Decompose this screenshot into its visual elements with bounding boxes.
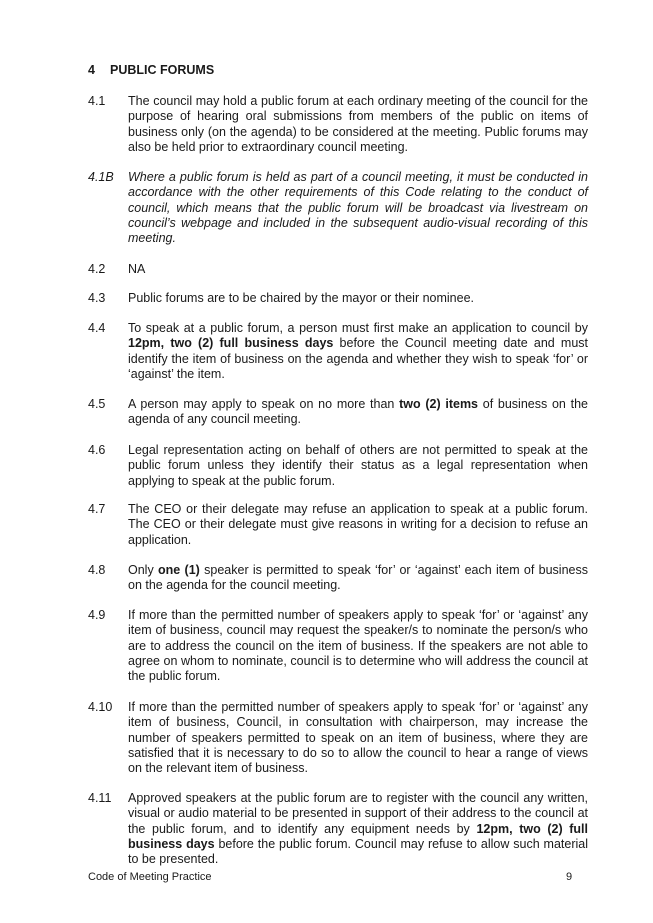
bold-text: one (1) — [158, 563, 200, 577]
clause-4-4 — [88, 321, 588, 382]
text-run: The council may hold a public forum at each ordinary meeting of the council for the purpose of hearing oral submissions from members of the public on items of business only (on the agenda) to be considered at the meeting. Public forums may also be held prior to extraordinary council meeting. — [128, 94, 588, 154]
clause-text — [128, 321, 588, 382]
text-run: Where a public forum is held as part of a council meeting, it must be conducted in accordance with the other requirements of this Code relating to the conduct of council, which means that the public forum will be broadcast via livestream on council’s webpage and included in the subsequent audio-visual recording of this meeting. — [128, 170, 588, 246]
clause-number: 4.9 — [88, 608, 106, 622]
section-title: PUBLIC FORUMS — [110, 63, 215, 77]
clause-number: 4.3 — [88, 291, 106, 305]
text-run: A person may apply to speak on no more than — [128, 397, 400, 411]
clause-number: 4.1B — [88, 170, 114, 184]
bold-text: 12pm, two (2) full business days — [128, 821, 588, 851]
clause-text — [128, 262, 588, 277]
text-run: Only — [128, 563, 159, 577]
clause-text — [128, 563, 588, 594]
clause-number: 4.10 — [88, 700, 113, 714]
clause-text — [128, 443, 588, 489]
clause-number: 4.7 — [88, 502, 106, 516]
clause-4-7 — [88, 502, 588, 548]
section-heading — [88, 63, 214, 77]
clause-number: 4.2 — [88, 262, 106, 276]
page-number: 9 — [566, 871, 573, 883]
text-run: before the Council meeting date and must identify the item of business on the agenda and whether they wish to speak ‘for’ or ‘against’ the item. — [128, 336, 589, 381]
clause-text — [128, 170, 588, 246]
clause-text — [128, 502, 588, 548]
clause-number: 4.8 — [88, 563, 106, 577]
clause-4-11 — [88, 791, 588, 867]
text-run: NA — [128, 262, 146, 276]
clause-number: 4.6 — [88, 443, 106, 457]
section-number: 4 — [88, 63, 95, 77]
clause-number: 4.11 — [88, 791, 112, 805]
clause-text — [128, 608, 588, 684]
clause-4-9 — [88, 608, 588, 684]
clause-number: 4.4 — [88, 321, 106, 335]
text-run: before the public forum. Council may refuse to allow such material to be presented. — [128, 836, 588, 867]
clause-4-1 — [88, 94, 588, 155]
text-run: Public forums are to be chaired by the mayor or their nominee. — [128, 291, 475, 305]
text-run: If more than the permitted number of speakers apply to speak ‘for’ or ‘against’ any item of business, Council, in consultation with chairperson, may increase the number of speakers permitted to speak on an item of business, where they are satisfied that it is necessary to do so to allow the council to hear a range of views on the relevant item of business. — [128, 700, 588, 776]
clause-4-3 — [88, 291, 588, 306]
text-run: of business on the agenda of any council meeting. — [128, 397, 588, 427]
clause-text — [128, 397, 588, 428]
clause-text — [128, 94, 588, 155]
clause-4-5 — [88, 397, 588, 428]
clause-4-10 — [88, 700, 588, 776]
footer-document-title: Code of Meeting Practice — [88, 871, 212, 883]
clause-text — [128, 700, 588, 776]
bold-text: two (2) items — [399, 397, 479, 411]
text-run: If more than the permitted number of speakers apply to speak ‘for’ or ‘against’ any item of business, council may request the speaker/s to nominate the person/s who are to address the council on the item of business. If the speakers are not able to agree on whom to nominate, council is to determine who will address the council at the public forum. — [128, 608, 588, 684]
clause-number: 4.1 — [88, 94, 106, 108]
clause-text — [128, 791, 588, 867]
bold-text: 12pm, two (2) full business days — [128, 336, 334, 351]
clause-4-8 — [88, 563, 588, 594]
text-run: The CEO or their delegate may refuse an application to speak at a public forum. The CEO or their delegate must give reasons in writing for a decision to refuse an application. — [128, 502, 588, 547]
clause-number: 4.5 — [88, 397, 106, 411]
text-run: Approved speakers at the public forum are to register with the council any written, visual or audio material to be presented in support of their address to the council at the public forum, and to identify any equipment needs by — [128, 791, 588, 836]
text-run: Legal representation acting on behalf of others are not permitted to speak at the public forum unless they identify their status as a legal representation when applying to speak at the public forum. — [128, 443, 588, 488]
clause-4-2 — [88, 262, 588, 277]
text-run: To speak at a public forum, a person must first make an application to council by — [128, 321, 588, 335]
clause-4-1b — [88, 170, 588, 246]
clause-text — [128, 291, 588, 306]
text-run: speaker is permitted to speak ‘for’ or ‘against’ each item of business on the agenda for the council meeting. — [128, 563, 588, 593]
clause-4-6 — [88, 443, 588, 489]
